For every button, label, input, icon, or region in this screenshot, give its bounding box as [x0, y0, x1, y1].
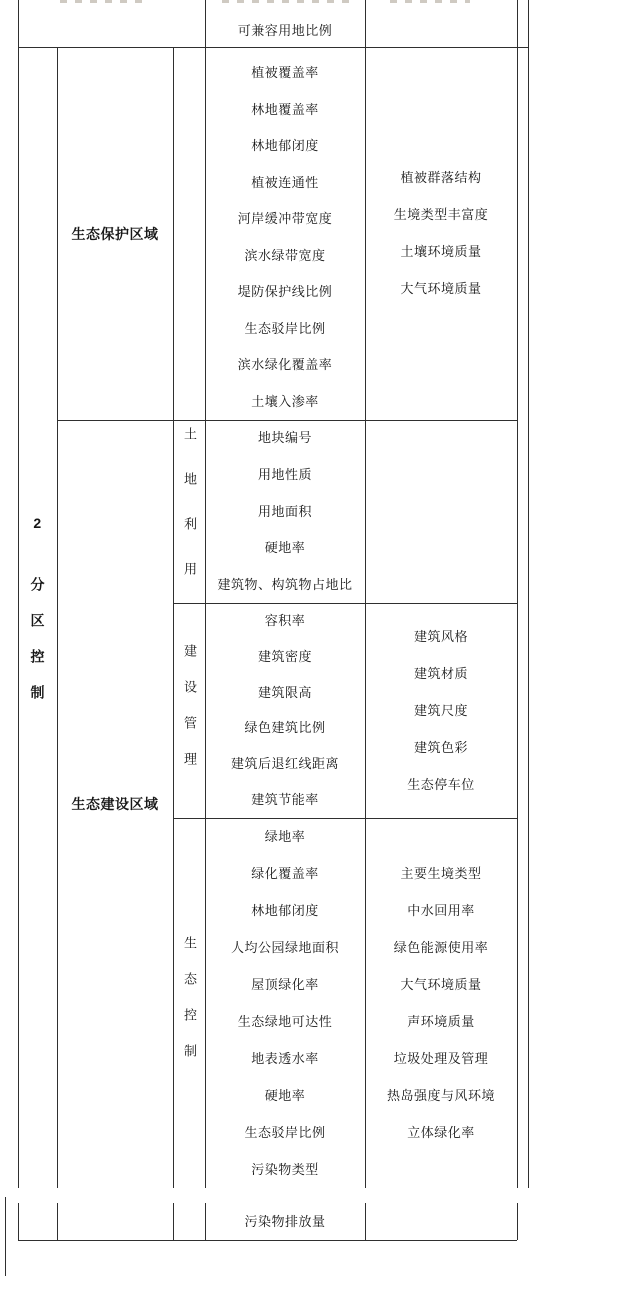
next-page-border-line: [5, 1197, 6, 1276]
indicator-item: 硬地率: [264, 540, 306, 556]
cutoff-text-fragment: [390, 0, 470, 3]
indicator-label: 污染物排放量: [244, 1213, 326, 1229]
indicator-item: 生境类型丰富度: [393, 207, 489, 222]
indicator-item: 硬地率: [264, 1087, 306, 1103]
indicator-item: 热岛强度与风环境: [386, 1087, 495, 1103]
indicator-item: 滨水绿化覆盖率: [237, 357, 333, 373]
indicator-item: 绿地率: [264, 828, 306, 844]
table-grid-line: [365, 1203, 366, 1240]
carryover-indicator-cell: [205, 0, 365, 47]
indicator-item: 人均公园绿地面积: [230, 939, 339, 955]
continuation-indicator-cell: [205, 1203, 365, 1240]
indicator-item: 污染物类型: [251, 1161, 319, 1177]
indicator-item: 绿色建筑比例: [244, 720, 326, 736]
indicator-item: 垃圾处理及管理: [393, 1050, 489, 1066]
indicator-item: 主要生境类型: [400, 865, 482, 881]
indicator-item: 建筑后退红线距离: [230, 756, 339, 772]
indicator-item: 滨水绿带宽度: [244, 247, 326, 263]
table-grid-line: [173, 1203, 174, 1240]
indicator-item: 建筑色彩: [413, 739, 468, 755]
category-cell: [173, 603, 205, 818]
indicator-list-land-use: [205, 420, 365, 603]
indicator-list-protection: [205, 47, 365, 420]
indicator-item: 屋顶绿化率: [251, 976, 319, 992]
secondary-list-construction: [365, 603, 517, 818]
indicator-item: 立体绿化率: [407, 1124, 475, 1140]
indicator-list-eco-control: [205, 818, 365, 1188]
indicator-item: 建筑限高: [257, 684, 312, 700]
indicator-item: 大气环境质量: [400, 281, 482, 296]
zone-name-cell: [57, 47, 173, 420]
indicator-item: 声环境质量: [407, 1013, 475, 1029]
indicator-item: 河岸缓冲带宽度: [237, 211, 333, 227]
indicator-list-construction: [205, 603, 365, 818]
indicator-item: 生态驳岸比例: [244, 320, 326, 336]
indicator-item: 地块编号: [257, 430, 312, 446]
section-header-cell: [18, 47, 57, 1188]
indicator-item: 地表透水率: [251, 1050, 319, 1066]
indicator-label: 可兼容用地比例: [237, 23, 333, 38]
table-grid-line: [528, 0, 529, 1188]
category-label: 土地利用: [182, 426, 197, 607]
indicator-item: 建筑密度: [257, 648, 312, 664]
table-grid-line: [517, 1203, 518, 1240]
section-title: 分区控制: [29, 576, 46, 721]
indicator-item: 大气环境质量: [400, 976, 482, 992]
category-cell: [173, 420, 205, 607]
table-grid-line: [18, 1203, 19, 1240]
zone-name-cell: [57, 420, 173, 1188]
indicator-item: 用地性质: [257, 466, 312, 482]
category-label: 生态控制: [182, 936, 197, 1080]
secondary-list-protection: [365, 47, 517, 420]
indicator-item: 植被覆盖率: [251, 65, 319, 81]
zone-name: 生态保护区域: [71, 225, 159, 242]
indicator-item: 植被群落结构: [400, 170, 482, 185]
table-grid-line: [517, 0, 518, 1188]
indicator-item: 林地郁闭度: [251, 902, 319, 918]
secondary-list-land-use: [365, 420, 517, 603]
indicator-item: 绿化覆盖率: [251, 865, 319, 881]
indicator-item: 中水回用率: [407, 902, 475, 918]
category-label: 建设管理: [182, 643, 197, 788]
indicator-item: 土壤环境质量: [400, 244, 482, 259]
indicator-item: 生态绿地可达性: [237, 1013, 333, 1029]
indicator-item: 生态停车位: [407, 776, 475, 792]
category-cell: [173, 818, 205, 1188]
table-grid-line: [57, 1203, 58, 1240]
indicator-item: 建筑尺度: [413, 702, 468, 718]
indicator-item: 植被连通性: [251, 174, 319, 190]
cutoff-text-fragment: [60, 0, 146, 3]
indicator-item: 林地覆盖率: [251, 101, 319, 117]
indicator-item: 建筑物、构筑物占地比: [217, 576, 353, 592]
indicator-item: 建筑材质: [413, 665, 468, 681]
section-number: 2: [33, 514, 42, 531]
table-grid-line: [18, 1240, 517, 1241]
indicator-item: 容积率: [264, 612, 306, 628]
indicator-item: 土壤入渗率: [251, 393, 319, 409]
indicator-item: 建筑节能率: [251, 792, 319, 808]
zone-name: 生态建设区域: [71, 796, 159, 812]
indicator-item: 绿色能源使用率: [393, 939, 489, 955]
indicator-item: 林地郁闭度: [251, 138, 319, 154]
indicator-item: 堤防保护线比例: [237, 284, 333, 300]
indicator-item: 用地面积: [257, 503, 312, 519]
secondary-list-eco-control: [365, 818, 517, 1188]
indicator-item: 生态驳岸比例: [244, 1124, 326, 1140]
indicator-item: 建筑风格: [413, 628, 468, 644]
